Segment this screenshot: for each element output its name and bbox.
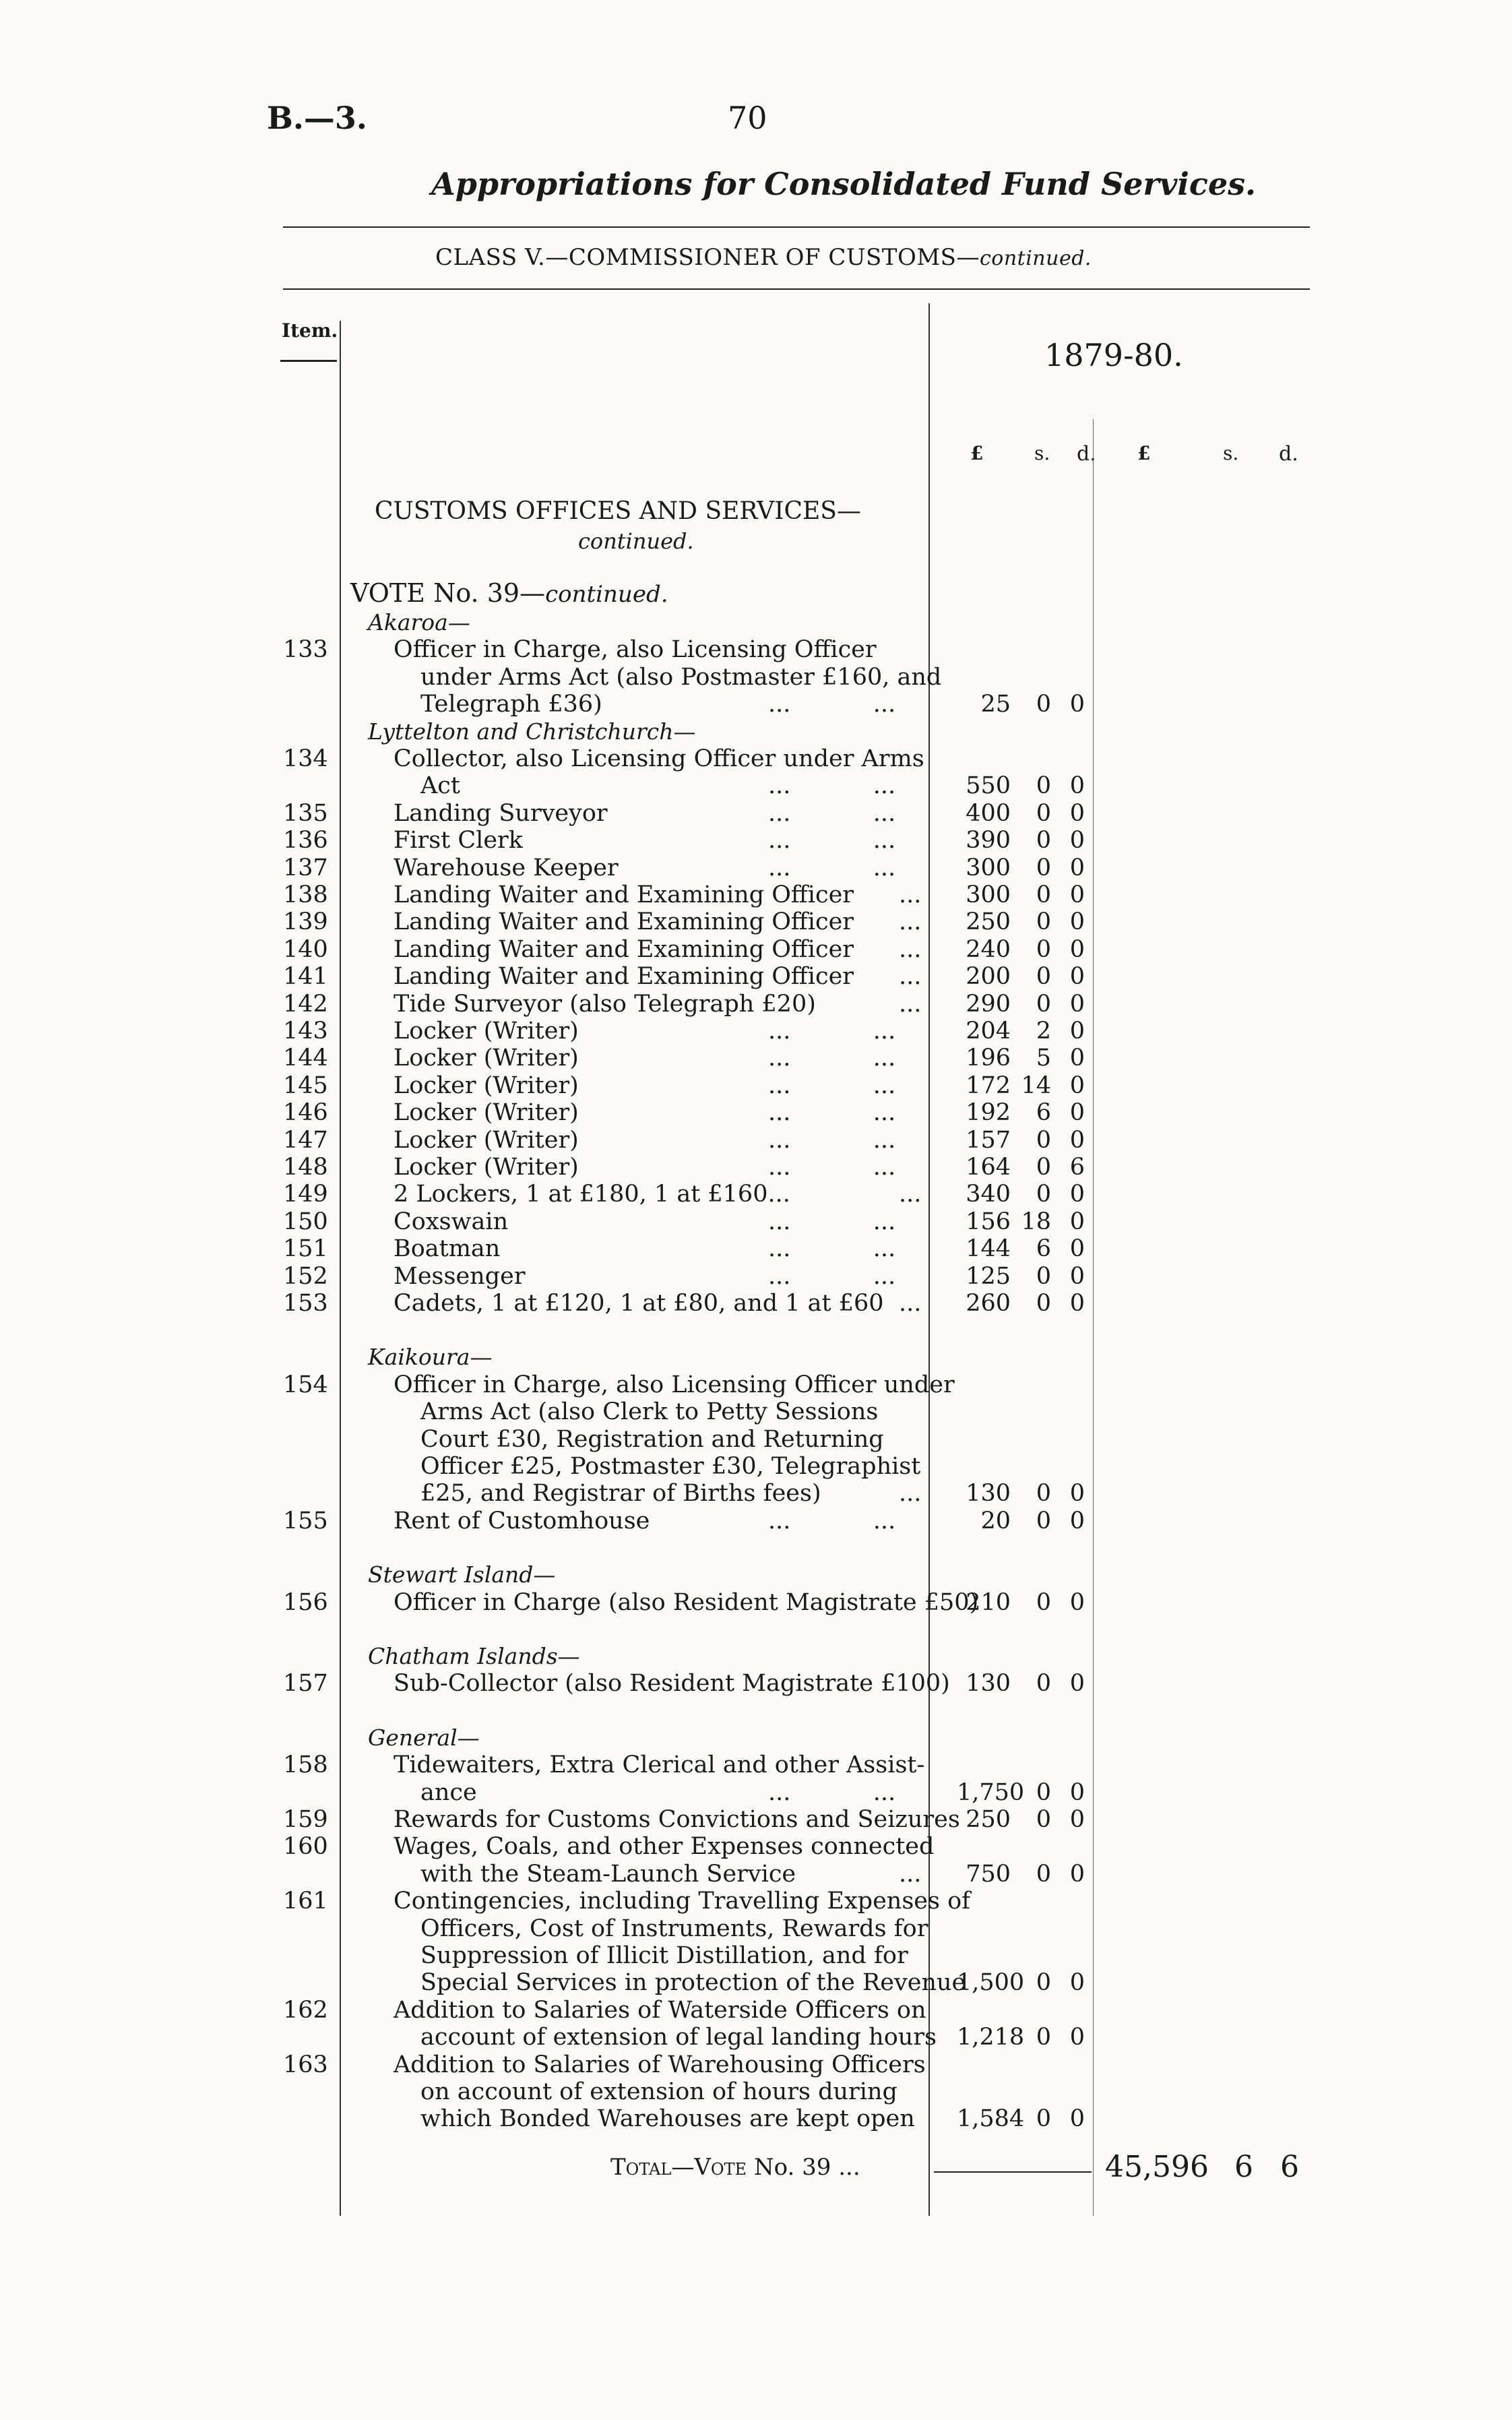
- amount-pounds: 1,584: [957, 2105, 1025, 2132]
- amount-shillings: 2: [1036, 1018, 1051, 1045]
- item-description: Warehouse Keeper: [393, 855, 619, 881]
- amount-shillings: 5: [1036, 1045, 1051, 1072]
- amount-pence: 0: [1069, 1508, 1085, 1534]
- amount-pence: 0: [1069, 691, 1085, 718]
- item-description: Officer in Charge, also Licensing Officer: [393, 636, 877, 663]
- total-shillings: 6: [1234, 2150, 1253, 2184]
- amount-pounds: 250: [966, 1806, 1011, 1833]
- amount-pence: 0: [1069, 1235, 1085, 1262]
- amount-shillings: 0: [1036, 2105, 1051, 2132]
- page-title: Appropriations for Consolidated Fund Services.: [431, 166, 1257, 202]
- item-column-divider: [340, 321, 341, 2216]
- leader-dots: ...: [899, 1290, 922, 1317]
- item-description: Officers, Cost of Instruments, Rewards for: [420, 1915, 928, 1942]
- amount-pounds: 400: [966, 800, 1011, 827]
- item-description: Messenger: [393, 1263, 526, 1290]
- amount-pence: 0: [1069, 800, 1085, 827]
- amount-pounds: 196: [966, 1045, 1011, 1072]
- item-description: Wages, Coals, and other Expenses connected: [393, 1833, 935, 1860]
- leader-dots: ...: [899, 963, 922, 990]
- item-description: Officer in Charge, also Licensing Officer under: [393, 1371, 955, 1398]
- location-label: Lyttelton and Christchurch—: [368, 718, 696, 745]
- amount-pence: 0: [1069, 1670, 1085, 1697]
- subtotal-column-divider: [1093, 419, 1094, 2216]
- amount-shillings: 0: [1036, 1806, 1051, 1833]
- leader-dots: ... ...: [768, 1263, 896, 1290]
- item-description: Coxswain: [393, 1208, 509, 1235]
- amount-pence: 0: [1069, 1045, 1085, 1072]
- amount-pence: 0: [1069, 1589, 1085, 1616]
- item-description: Special Services in protection of the Revenue: [420, 1969, 966, 1996]
- item-description: Officer in Charge (also Resident Magistrate £50): [393, 1589, 979, 1616]
- amount-pence: 0: [1069, 1290, 1085, 1317]
- leader-dots: ...: [899, 991, 922, 1018]
- amount-shillings: 0: [1036, 1670, 1051, 1697]
- item-description: with the Steam-Launch Service: [420, 1861, 796, 1888]
- total-pounds: 45,596: [1105, 2150, 1209, 2184]
- amount-pounds: 1,750: [957, 1779, 1025, 1806]
- leader-dots: ... ...: [768, 1018, 896, 1045]
- amount-shillings: 0: [1036, 1969, 1051, 1996]
- total-pence: 6: [1280, 2150, 1299, 2184]
- leader-dots: ... ...: [768, 827, 896, 854]
- leader-dots: ...: [899, 1861, 922, 1888]
- document-reference: B.—3.: [267, 100, 367, 136]
- item-description: Addition to Salaries of Warehousing Officers: [393, 2051, 926, 2078]
- item-description: account of extension of legal landing hours: [420, 2024, 937, 2051]
- amount-pounds: 1,500: [957, 1969, 1025, 1996]
- amount-pounds: 204: [966, 1018, 1011, 1045]
- leader-dots: ... ...: [768, 855, 896, 881]
- amount-pounds: 390: [966, 827, 1011, 854]
- amount-shillings: 0: [1036, 908, 1051, 935]
- item-description: Tidewaiters, Extra Clerical and other Assist-: [393, 1751, 925, 1778]
- amount-pounds: 290: [966, 991, 1011, 1018]
- amount-shillings: 0: [1036, 881, 1051, 908]
- item-description: 2 Lockers, 1 at £180, 1 at £160...: [393, 1181, 790, 1208]
- item-description: under Arms Act (also Postmaster £160, and: [420, 664, 942, 691]
- item-number: 137: [283, 855, 328, 881]
- leader-dots: ... ...: [768, 1072, 896, 1099]
- amount-pence: 0: [1069, 2024, 1085, 2051]
- amount-pence: 0: [1069, 1208, 1085, 1235]
- item-description: Landing Waiter and Examining Officer: [393, 908, 854, 935]
- item-number: 142: [283, 991, 328, 1018]
- leader-dots: ... ...: [768, 691, 896, 718]
- amount-shillings: 0: [1036, 1290, 1051, 1317]
- item-number: 136: [283, 827, 328, 854]
- item-description: Act: [420, 772, 460, 799]
- amount-shillings: 14: [1021, 1072, 1051, 1099]
- item-number: 140: [283, 936, 328, 963]
- item-number: 135: [283, 800, 328, 827]
- vote-heading: [350, 578, 668, 608]
- item-description: Locker (Writer): [393, 1127, 579, 1154]
- pence-header-2: d.: [1279, 442, 1298, 466]
- amount-pounds: 172: [966, 1072, 1011, 1099]
- item-number: 151: [283, 1235, 328, 1262]
- amount-pounds: 300: [966, 855, 1011, 881]
- item-number: 161: [283, 1888, 328, 1915]
- item-number: 159: [283, 1806, 328, 1833]
- item-number: 133: [283, 636, 328, 663]
- amount-shillings: 0: [1036, 1779, 1051, 1806]
- amount-pence: 0: [1069, 1480, 1085, 1507]
- amount-pence: 0: [1069, 1018, 1085, 1045]
- leader-dots: ...: [899, 936, 922, 963]
- amount-shillings: 0: [1036, 1861, 1051, 1888]
- item-header-underline: [280, 360, 337, 362]
- amount-shillings: 0: [1036, 991, 1051, 1018]
- item-description: Rent of Customhouse: [393, 1508, 650, 1534]
- amount-pence: 0: [1069, 1263, 1085, 1290]
- item-number: 160: [283, 1833, 328, 1860]
- amount-pounds: 260: [966, 1290, 1011, 1317]
- item-description: on account of extension of hours during: [420, 2078, 897, 2105]
- location-label: General—: [368, 1725, 480, 1751]
- item-number: 152: [283, 1263, 328, 1290]
- amount-pence: 0: [1069, 827, 1085, 854]
- item-number: 148: [283, 1154, 328, 1181]
- item-number: 141: [283, 963, 328, 990]
- item-description: Boatman: [393, 1235, 501, 1262]
- item-description: First Clerk: [393, 827, 523, 854]
- amount-shillings: 0: [1036, 691, 1051, 718]
- item-number: 149: [283, 1181, 328, 1208]
- item-number: 139: [283, 908, 328, 935]
- amount-pence: 0: [1069, 1127, 1085, 1154]
- item-column-header: Item.: [282, 319, 338, 342]
- amount-shillings: 0: [1036, 936, 1051, 963]
- item-description: Arms Act (also Clerk to Petty Sessions: [420, 1398, 879, 1425]
- section-continued: continued.: [578, 528, 694, 554]
- amount-shillings: 6: [1036, 1099, 1051, 1126]
- item-description: Locker (Writer): [393, 1099, 579, 1126]
- amount-pence: 0: [1069, 1861, 1085, 1888]
- item-description: Landing Waiter and Examining Officer: [393, 881, 854, 908]
- amount-pounds: 144: [966, 1235, 1011, 1262]
- amount-pence: 0: [1069, 1072, 1085, 1099]
- amount-pence: 0: [1069, 1181, 1085, 1208]
- leader-dots: ... ...: [768, 1208, 896, 1235]
- leader-dots: ...: [899, 881, 922, 908]
- item-number: 155: [283, 1508, 328, 1534]
- amount-pence: 0: [1069, 881, 1085, 908]
- amount-shillings: 0: [1036, 827, 1051, 854]
- amount-pounds: 240: [966, 936, 1011, 963]
- amount-pounds: 200: [966, 963, 1011, 990]
- amount-pence: 0: [1069, 1099, 1085, 1126]
- item-number: 163: [283, 2051, 328, 2078]
- amount-pounds: 340: [966, 1181, 1011, 1208]
- item-description: Court £30, Registration and Returning: [420, 1426, 884, 1453]
- amount-shillings: 0: [1036, 1127, 1051, 1154]
- location-label: Stewart Island—: [368, 1561, 556, 1588]
- amount-pounds: 125: [966, 1263, 1011, 1290]
- leader-dots: ... ...: [768, 1235, 896, 1262]
- amount-pounds: 250: [966, 908, 1011, 935]
- item-description: Landing Waiter and Examining Officer: [393, 963, 854, 990]
- pence-header-1: d.: [1077, 442, 1096, 466]
- total-label: [610, 2154, 860, 2181]
- amount-pounds: 1,218: [957, 2024, 1025, 2051]
- year-column-header: 1879-80.: [1044, 337, 1183, 373]
- amount-shillings: 6: [1036, 1235, 1051, 1262]
- location-label: Chatham Islands—: [368, 1643, 580, 1669]
- amount-pounds: 750: [966, 1861, 1011, 1888]
- amount-pence: 0: [1069, 2105, 1085, 2132]
- amount-shillings: 0: [1036, 1263, 1051, 1290]
- top-rule: [283, 226, 1310, 228]
- amount-pounds: 192: [966, 1099, 1011, 1126]
- leader-dots: ... ...: [768, 1779, 896, 1806]
- amount-pounds: 130: [966, 1480, 1011, 1507]
- leader-dots: ... ...: [768, 1127, 896, 1154]
- item-number: 162: [283, 1997, 328, 2024]
- item-number: 157: [283, 1670, 328, 1697]
- location-label: Kaikoura—: [368, 1344, 493, 1370]
- amount-pounds: 164: [966, 1154, 1011, 1181]
- amount-pence: 0: [1069, 1806, 1085, 1833]
- amount-pounds: 25: [980, 691, 1011, 718]
- shillings-header-2: s.: [1223, 442, 1239, 464]
- amount-pence: 0: [1069, 772, 1085, 799]
- item-number: 143: [283, 1018, 328, 1045]
- leader-dots: ... ...: [768, 1508, 896, 1534]
- amount-pence: 0: [1069, 936, 1085, 963]
- item-description: which Bonded Warehouses are kept open: [420, 2105, 915, 2132]
- total-label-suffix: No. 39 ...: [753, 2154, 860, 2181]
- description-column-divider: [928, 303, 930, 2216]
- vote-heading-suffix: continued.: [545, 581, 668, 608]
- leader-dots: ... ...: [768, 1045, 896, 1072]
- item-number: 158: [283, 1751, 328, 1778]
- item-description: £25, and Registrar of Births fees): [420, 1480, 821, 1507]
- amount-pence: 0: [1069, 963, 1085, 990]
- shillings-header-1: s.: [1034, 442, 1050, 464]
- item-description: Addition to Salaries of Waterside Officers on: [393, 1997, 926, 2024]
- item-number: 150: [283, 1208, 328, 1235]
- item-description: Locker (Writer): [393, 1072, 579, 1099]
- location-label: Akaroa—: [368, 609, 470, 635]
- pound-header-1: £: [970, 442, 984, 464]
- amount-pence: 6: [1069, 1154, 1085, 1181]
- amount-pence: 0: [1069, 908, 1085, 935]
- item-description: Cadets, 1 at £120, 1 at £80, and 1 at £60: [393, 1290, 884, 1317]
- item-description: ance: [420, 1779, 477, 1806]
- item-description: Sub-Collector (also Resident Magistrate £100): [393, 1670, 950, 1697]
- amount-shillings: 0: [1036, 772, 1051, 799]
- item-description: Telegraph £36): [420, 691, 602, 718]
- amount-pence: 0: [1069, 855, 1085, 881]
- amount-shillings: 0: [1036, 2024, 1051, 2051]
- table-top-rule: [283, 288, 1310, 290]
- item-number: 146: [283, 1099, 328, 1126]
- item-description: Suppression of Illicit Distillation, and for: [420, 1942, 908, 1969]
- amount-pounds: 300: [966, 881, 1011, 908]
- amount-shillings: 0: [1036, 1589, 1051, 1616]
- amount-pounds: 20: [980, 1508, 1011, 1534]
- leader-dots: ... ...: [768, 1154, 896, 1181]
- item-description: Rewards for Customs Convictions and Seizures: [393, 1806, 960, 1833]
- item-number: 138: [283, 881, 328, 908]
- amount-shillings: 0: [1036, 1480, 1051, 1507]
- amount-pounds: 130: [966, 1670, 1011, 1697]
- class-heading-suffix: continued.: [979, 247, 1092, 270]
- item-description: Landing Surveyor: [393, 800, 608, 827]
- amount-shillings: 0: [1036, 1181, 1051, 1208]
- item-description: Locker (Writer): [393, 1045, 579, 1072]
- item-description: Landing Waiter and Examining Officer: [393, 936, 854, 963]
- amount-pence: 0: [1069, 1969, 1085, 1996]
- pound-header-2: £: [1137, 442, 1151, 464]
- item-number: 144: [283, 1045, 328, 1072]
- leader-dots: ...: [899, 1181, 922, 1208]
- amount-shillings: 0: [1036, 963, 1051, 990]
- class-heading: [435, 244, 1092, 271]
- amount-pounds: 210: [966, 1589, 1011, 1616]
- section-heading: CUSTOMS OFFICES AND SERVICES—: [375, 497, 861, 525]
- item-description: Locker (Writer): [393, 1018, 579, 1045]
- leader-dots: ...: [899, 908, 922, 935]
- item-description: Locker (Writer): [393, 1154, 579, 1181]
- amount-shillings: 0: [1036, 1508, 1051, 1534]
- item-number: 134: [283, 745, 328, 772]
- total-label-prefix: Total—Vote: [610, 2154, 747, 2181]
- leader-dots: ... ...: [768, 800, 896, 827]
- amount-pence: 0: [1069, 1779, 1085, 1806]
- leader-dots: ... ...: [768, 1099, 896, 1126]
- item-description: Collector, also Licensing Officer under Arms: [393, 745, 924, 772]
- item-number: 154: [283, 1371, 328, 1398]
- amount-pence: 0: [1069, 991, 1085, 1018]
- item-number: 145: [283, 1072, 328, 1099]
- amount-pounds: 157: [966, 1127, 1011, 1154]
- amount-shillings: 0: [1036, 1154, 1051, 1181]
- item-description: Officer £25, Postmaster £30, Telegraphist: [420, 1453, 921, 1480]
- item-description: Tide Surveyor (also Telegraph £20): [393, 991, 816, 1018]
- item-number: 147: [283, 1127, 328, 1154]
- amount-shillings: 18: [1021, 1208, 1051, 1235]
- vote-heading-text: VOTE No. 39—: [350, 578, 546, 608]
- item-number: 153: [283, 1290, 328, 1317]
- class-heading-text: CLASS V.—COMMISSIONER OF CUSTOMS—: [435, 244, 980, 271]
- item-description: Contingencies, including Travelling Expenses of: [393, 1888, 971, 1915]
- leader-dots: ...: [899, 1480, 922, 1507]
- amount-shillings: 0: [1036, 855, 1051, 881]
- leader-dots: ... ...: [768, 772, 896, 799]
- amount-pounds: 550: [966, 772, 1011, 799]
- amount-shillings: 0: [1036, 800, 1051, 827]
- amount-pounds: 156: [966, 1208, 1011, 1235]
- item-number: 156: [283, 1589, 328, 1616]
- total-rule: [934, 2171, 1092, 2173]
- page-number: 70: [728, 100, 767, 136]
